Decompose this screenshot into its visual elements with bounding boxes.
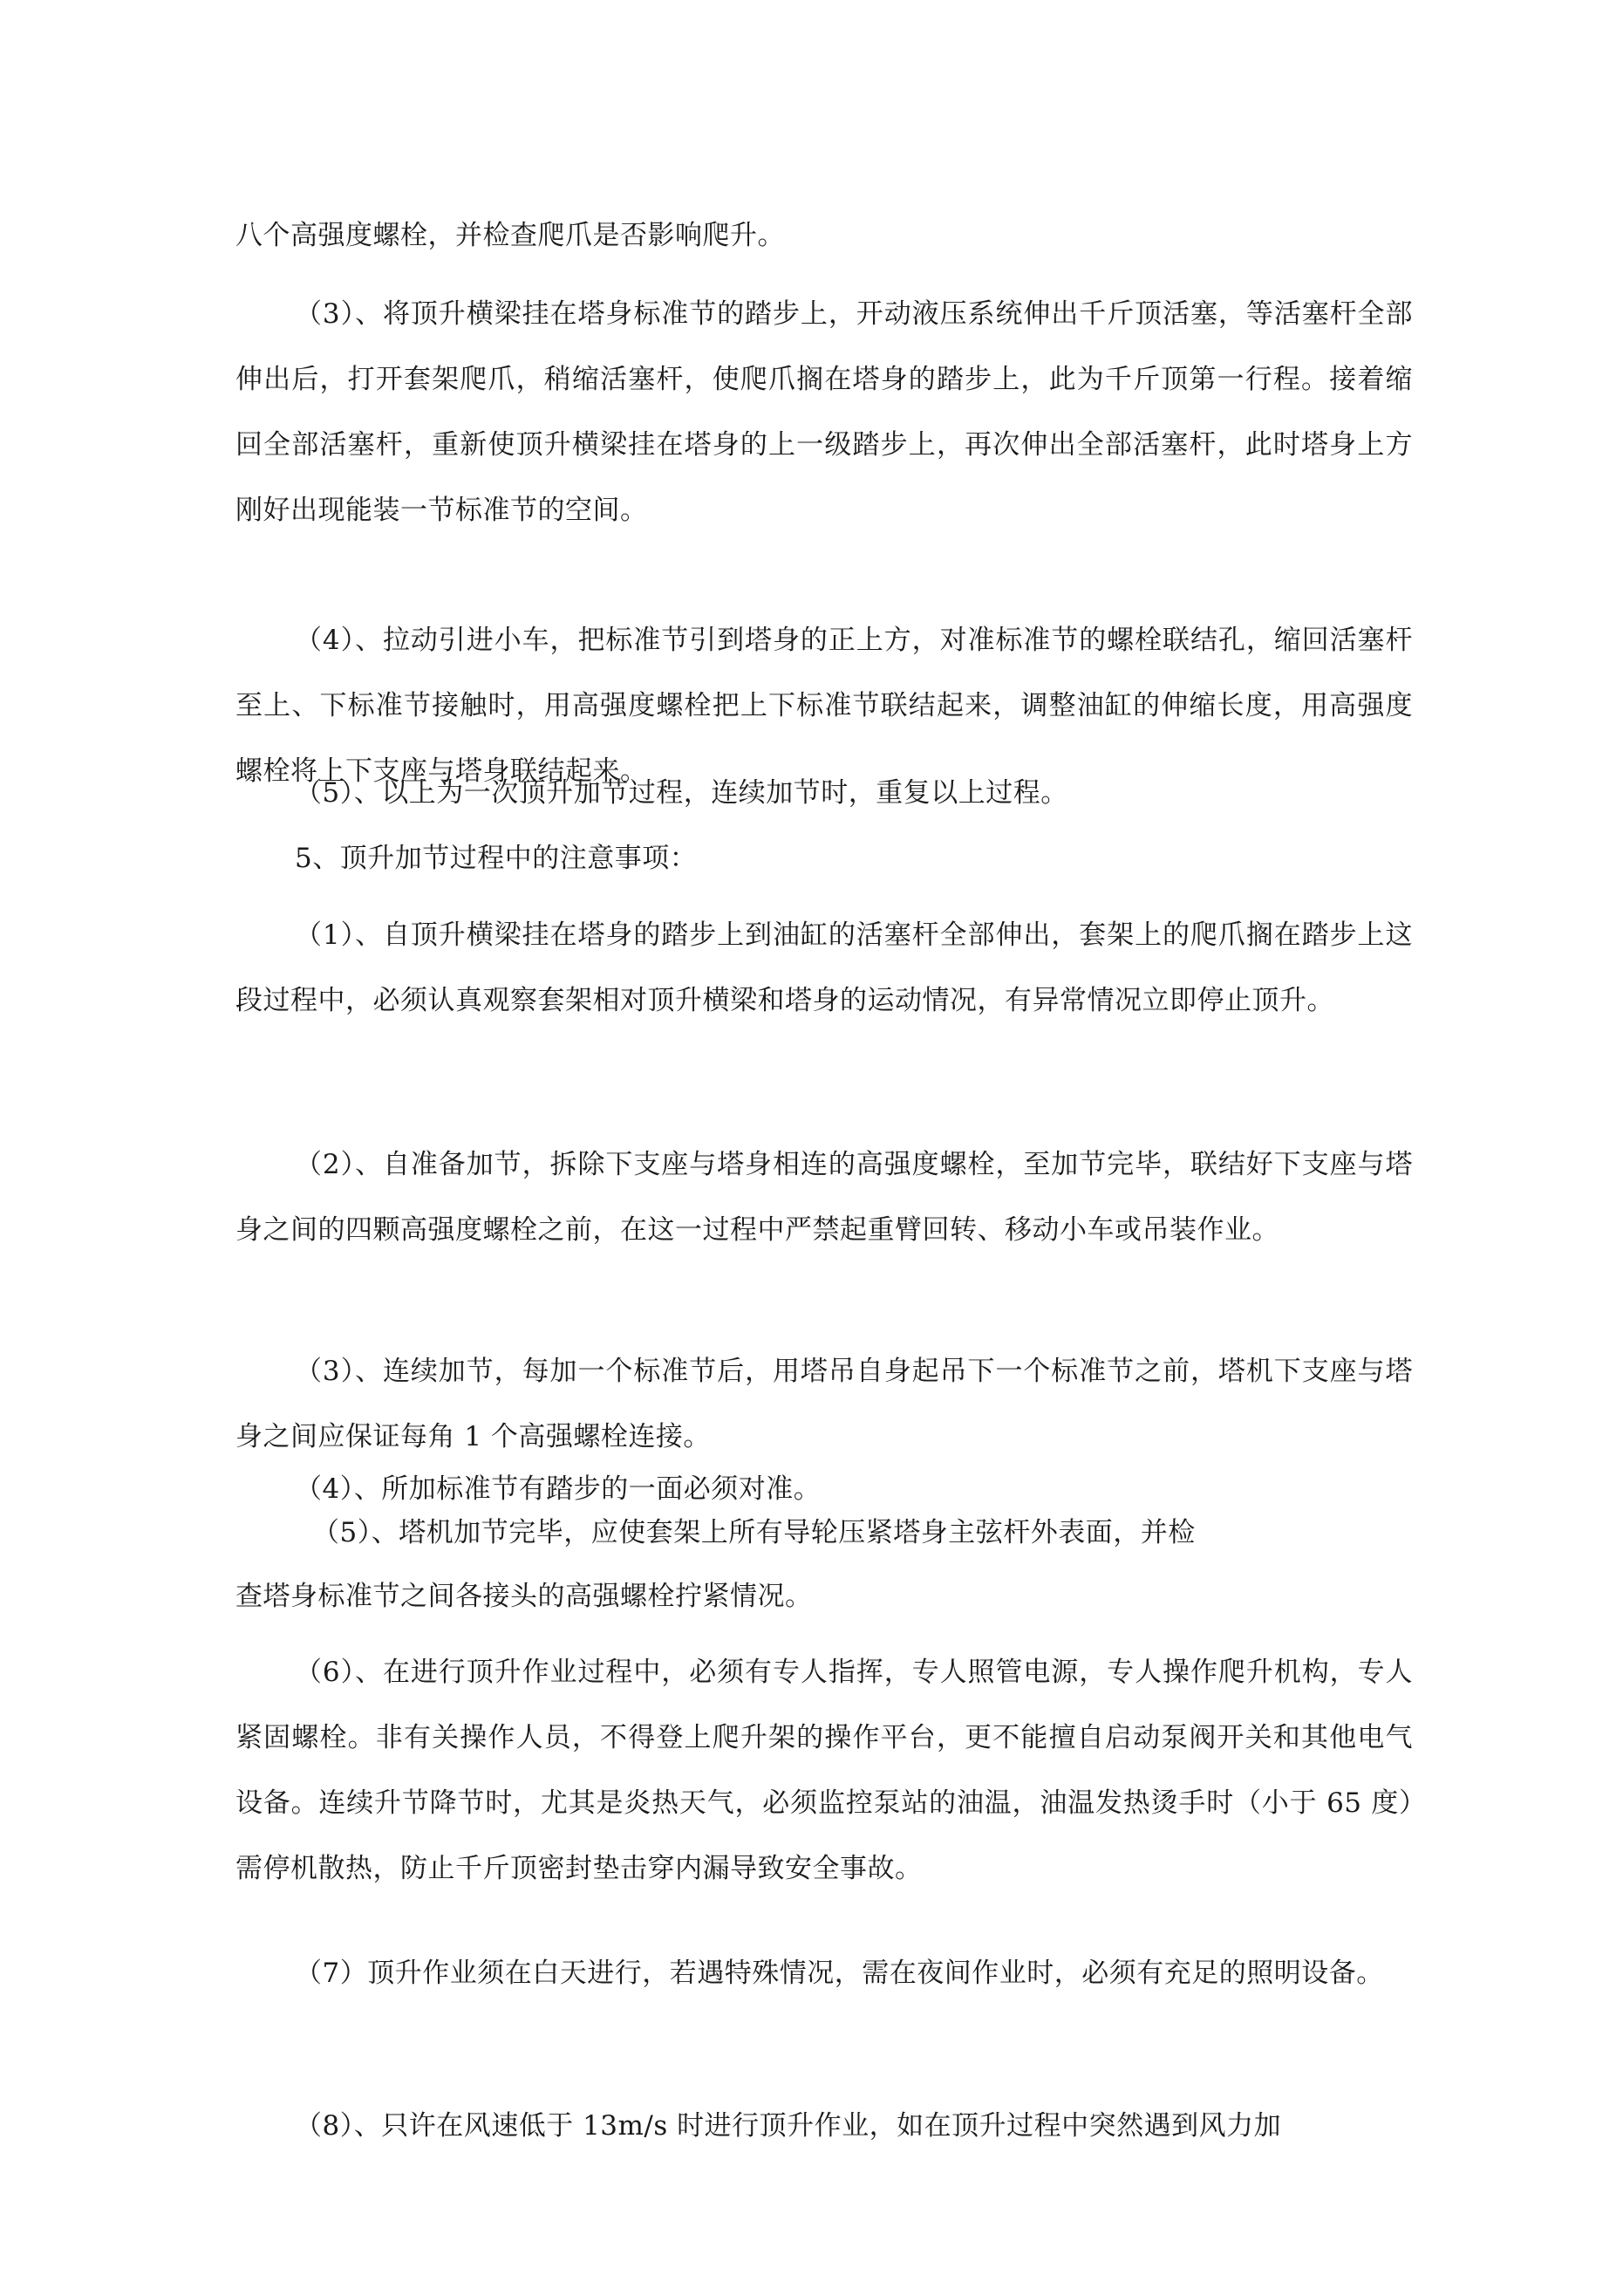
paragraph-note-1: （1）、自顶升横梁挂在塔身的踏步上到油缸的活塞杆全部伸出，套架上的爬爪搁在踏步上这段过程中，必须认真观察套架相对顶升横梁和塔身的运动情况，有异常情况立即停止顶升。 xyxy=(235,919,1413,1016)
paragraph-continuation: 八个高强度螺栓，并检查爬爪是否影响爬升。 xyxy=(235,220,785,251)
paragraph-step-4: （4）、拉动引进小车，把标准节引到塔身的正上方，对准标准节的螺栓联结孔，缩回活塞杆至上、下标准节接触时，用高强度螺栓把上下标准节联结起来，调整油缸的伸缩长度，用高强度螺栓将上下支座与塔身联结起来。 xyxy=(235,625,1413,787)
paragraph-note-5-line-2: 查塔身标准节之间各接头的高强螺栓拧紧情况。 xyxy=(235,1581,813,1612)
paragraph-note-2: （2）、自准备加节，拆除下支座与塔身相连的高强度螺栓，至加节完毕，联结好下支座与塔身之间的四颗高强度螺栓之前，在这一过程中严禁起重臂回转、移动小车或吊装作业。 xyxy=(235,1149,1413,1246)
paragraph-note-7: （7）顶升作业须在白天进行，若遇特殊情况，需在夜间作业时，必须有充足的照明设备。 xyxy=(295,1958,1384,1989)
paragraph-note-5-line-1: （5）、塔机加节完毕，应使套架上所有导轮压紧塔身主弦杆外表面，并检 xyxy=(312,1517,1196,1548)
paragraph-step-5: （5）、以上为一次顶升加节过程，连续加节时，重复以上过程。 xyxy=(295,777,1068,809)
paragraph-note-4: （4）、所加标准节有踏步的一面必须对准。 xyxy=(295,1473,822,1505)
paragraph-note-6: （6）、在进行顶升作业过程中，必须有专人指挥，专人照管电源，专人操作爬升机构，专人紧固螺栓。非有关操作人员，不得登上爬升架的操作平台，更不能擅自启动泵阀开关和其他电气设备。连续升节降节时，尤其是炎热天气，必须监控泵站的油温，油温发热烫手时（小于 65 度）需停机散热，防止千斤顶密封垫击穿内漏导致安全事故。 xyxy=(235,1657,1413,1884)
section-heading-5: 5、顶升加节过程中的注意事项： xyxy=(295,843,698,874)
paragraph-note-8: （8）、只许在风速低于 13m/s 时进行顶升作业，如在顶升过程中突然遇到风力加 xyxy=(295,2110,1282,2142)
paragraph-step-3: （3）、将顶升横梁挂在塔身标准节的踏步上，开动液压系统伸出千斤顶活塞，等活塞杆全部伸出后，打开套架爬爪，稍缩活塞杆，使爬爪搁在塔身的踏步上，此为千斤顶第一行程。接着缩回全部活塞杆，重新使顶升横梁挂在塔身的上一级踏步上，再次伸出全部活塞杆，此时塔身上方刚好出现能装一节标准节的空间。 xyxy=(235,298,1413,526)
paragraph-note-3: （3）、连续加节，每加一个标准节后，用塔吊自身起吊下一个标准节之前，塔机下支座与塔身之间应保证每角 1 个高强螺栓连接。 xyxy=(235,1356,1413,1452)
